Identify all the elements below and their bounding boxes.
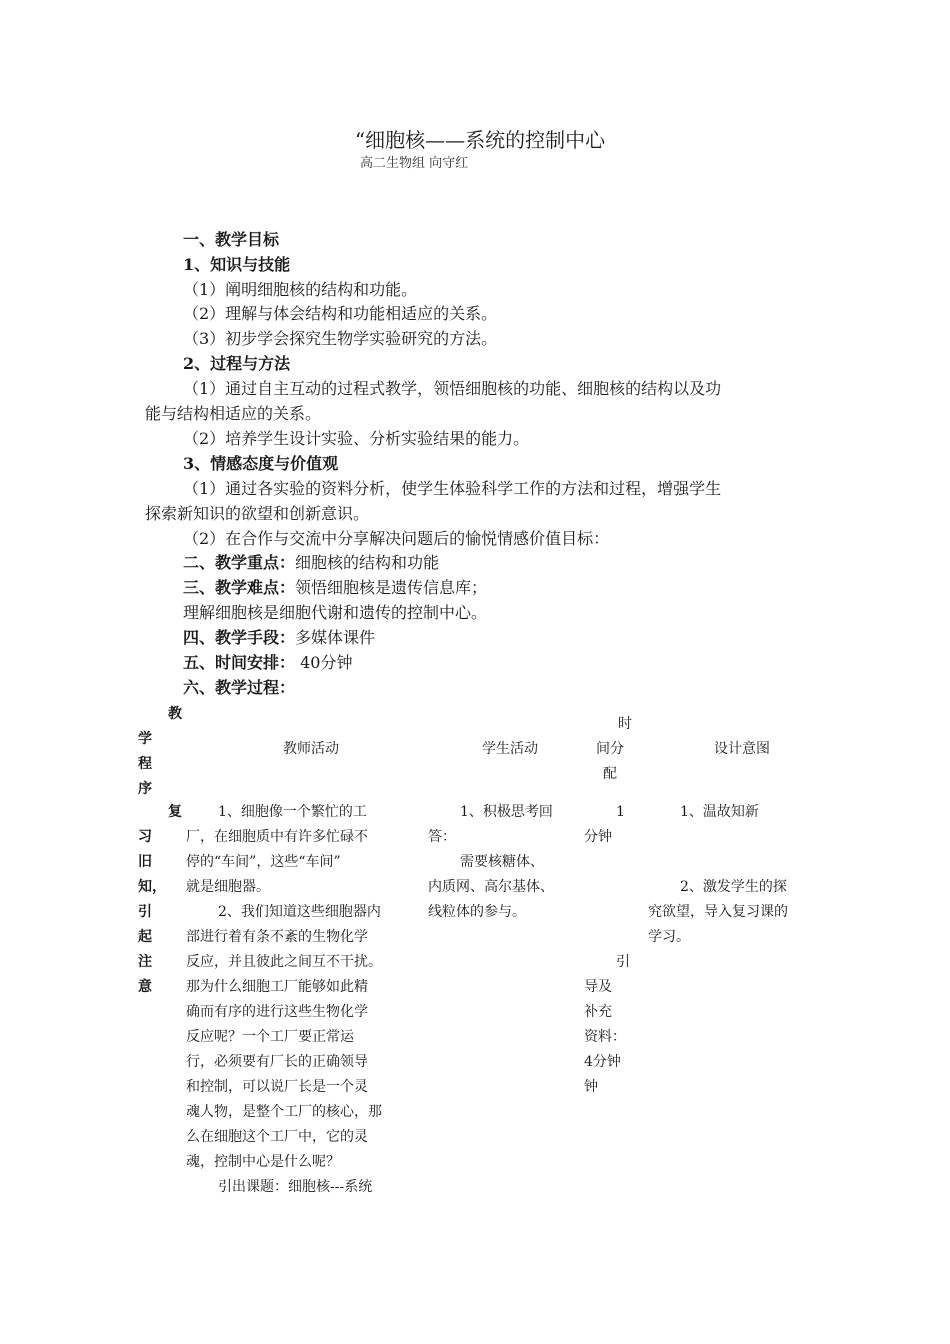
procedure-char: 引 <box>138 904 152 920</box>
time-line: 引 <box>616 954 630 970</box>
procedure-char: 复 <box>168 804 182 820</box>
key-points-label: 二、教学重点： <box>183 553 296 572</box>
heading-teaching-process: 六、教学过程： <box>183 678 296 697</box>
time-line: 4分钟 <box>584 1054 621 1070</box>
difficulties-text: 领悟细胞核是遗传信息库； <box>295 578 488 597</box>
time-arrangement-text: 40分钟 <box>295 653 353 672</box>
heading-attitude-values: 3、情感态度与价值观 <box>183 454 339 473</box>
teacher-line: 反应呢？一个工厂要正常运 <box>186 1029 354 1045</box>
goal-item: （3）初步学会探究生物学实验研究的方法。 <box>183 329 498 348</box>
difficulties-text-2: 理解细胞核是细胞代谢和遗传的控制中心。 <box>183 603 488 622</box>
student-line: 线粒体的参与。 <box>428 904 526 920</box>
goal-item: （2）在合作与交流中分享解决问题后的愉悦情感价值目标： <box>183 529 610 548</box>
teacher-line: 和控制，可以说厂长是一个灵 <box>186 1079 368 1095</box>
time-line: 1 <box>616 804 625 820</box>
teacher-line: 么在细胞这个工厂中，它的灵 <box>186 1129 368 1145</box>
teacher-line: 部进行着有条不紊的生物化学 <box>186 929 368 945</box>
time-arrangement-label: 五、时间安排： <box>183 653 296 672</box>
table-head-design: 设计意图 <box>714 741 770 757</box>
goal-item: （1）通过自主互动的过程式教学，领悟细胞核的功能、细胞核的结构以及功 <box>183 379 722 398</box>
table-cell-time-1 <box>584 800 644 850</box>
head-time-line: 间分 <box>596 741 624 757</box>
head-time-line: 时 <box>618 716 632 732</box>
heading-process-methods: 2、过程与方法 <box>183 354 291 373</box>
teacher-line: 2、我们知道这些细胞器内 <box>218 904 381 920</box>
head-char: 学 <box>138 731 152 747</box>
design-line: 2、激发学生的探 <box>680 879 787 895</box>
teaching-means-label: 四、教学手段： <box>183 628 296 647</box>
procedure-char: 注 <box>138 954 152 970</box>
document-title: “细胞核——系统的控制中心 <box>354 128 606 152</box>
student-line: 答： <box>428 829 456 845</box>
table-cell-procedure <box>138 800 188 1000</box>
procedure-char: 旧 <box>138 854 152 870</box>
student-line: 1、积极思考回 <box>460 804 553 820</box>
time-line: 钟 <box>584 1079 598 1095</box>
table-cell-teacher <box>186 800 416 1200</box>
goal-item-cont: 能与结构相适应的关系。 <box>145 404 322 423</box>
student-line: 需要核糖体、 <box>460 854 544 870</box>
design-line: 1、温故知新 <box>680 804 759 820</box>
teacher-line: 魂，控制中心是什么呢？ <box>186 1154 340 1170</box>
key-points <box>183 551 439 575</box>
document-subtitle: 高二生物组 向守红 <box>360 156 469 171</box>
heading-teaching-goals: 一、教学目标 <box>183 230 280 249</box>
table-cell-student <box>428 800 578 925</box>
teacher-line: 就是细胞器。 <box>186 879 270 895</box>
teacher-line: 1、细胞像一个繁忙的工 <box>218 804 367 820</box>
time-line: 分钟 <box>584 829 612 845</box>
heading-knowledge-skills: 1、知识与技能 <box>183 255 291 274</box>
goal-item-cont: 探索新知识的欲望和创新意识。 <box>145 504 370 523</box>
table-head-time <box>588 712 632 787</box>
difficulties-label: 三、教学难点： <box>183 578 296 597</box>
table-head-procedure <box>138 702 188 802</box>
head-char: 程 <box>138 756 152 772</box>
table-cell-design <box>648 800 828 950</box>
head-char: 教 <box>168 706 182 722</box>
teacher-line: 魂人物，是整个工厂的核心，那 <box>186 1104 382 1120</box>
table-head-student: 学生活动 <box>482 741 538 757</box>
goal-item: （2）培养学生设计实验、分析实验结果的能力。 <box>183 429 530 448</box>
time-line: 补充 <box>584 1004 612 1020</box>
table-cell-time-2 <box>584 950 644 1100</box>
procedure-char: 意 <box>138 979 152 995</box>
key-points-text: 细胞核的结构和功能 <box>295 553 440 572</box>
difficulties <box>183 576 487 600</box>
table-head-teacher: 教师活动 <box>283 741 339 757</box>
time-arrangement <box>183 651 352 675</box>
procedure-char: 习 <box>138 829 152 845</box>
procedure-char: 起 <box>138 929 152 945</box>
procedure-char: 知， <box>138 879 166 895</box>
time-line: 资料： <box>584 1029 626 1045</box>
goal-item: （1）阐明细胞核的结构和功能。 <box>183 280 418 299</box>
teacher-line: 行，必须要有厂长的正确领导 <box>186 1054 368 1070</box>
teacher-line: 引出课题：细胞核---系统 <box>218 1179 373 1195</box>
teacher-line: 厂，在细胞质中有许多忙碌不 <box>186 829 368 845</box>
teacher-line: 反应，并且彼此之间互不干扰。 <box>186 954 382 970</box>
teacher-line: 停的“车间”，这些“车间” <box>186 854 341 870</box>
teaching-means-text: 多媒体课件 <box>295 628 376 647</box>
teacher-line: 那为什么细胞工厂能够如此精 <box>186 979 368 995</box>
head-char: 序 <box>138 781 152 797</box>
design-line: 究欲望，导入复习课的 <box>648 904 788 920</box>
teaching-means <box>183 626 375 650</box>
teacher-line: 确而有序的进行这些生物化学 <box>186 1004 368 1020</box>
head-time-line: 配 <box>603 766 617 782</box>
goal-item: （2）理解与体会结构和功能相适应的关系。 <box>183 304 498 323</box>
time-line: 导及 <box>584 979 612 995</box>
goal-item: （1）通过各实验的资料分析，使学生体验科学工作的方法和过程，增强学生 <box>183 479 722 498</box>
student-line: 内质网、高尔基体、 <box>428 879 554 895</box>
design-line: 学习。 <box>648 929 690 945</box>
